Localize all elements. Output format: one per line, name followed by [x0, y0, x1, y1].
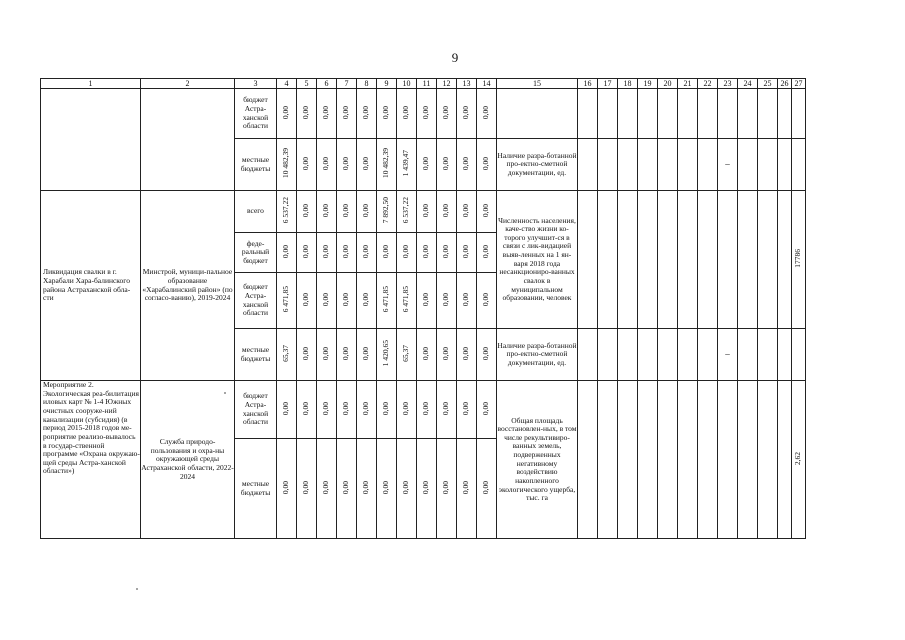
value-cell — [457, 191, 477, 233]
target-cell — [792, 381, 806, 539]
header-cell: 10 — [397, 79, 417, 89]
zero-value: 0,00 — [481, 244, 491, 258]
value-cell — [337, 329, 357, 381]
header-cell: 22 — [698, 79, 718, 89]
value-cell — [437, 439, 457, 539]
source-cell: местные бюджеты — [235, 439, 277, 539]
header-cell: 23 — [718, 79, 738, 89]
empty-cell — [598, 139, 618, 191]
header-cell: 4 — [277, 79, 297, 89]
empty-cell — [618, 89, 638, 139]
empty-cell — [618, 191, 638, 329]
value-cell — [357, 329, 377, 381]
zero-value: 0,00 — [461, 203, 471, 217]
zero-value: 0,00 — [321, 292, 331, 306]
value-cell — [457, 89, 477, 139]
value-cell — [317, 273, 337, 329]
value-cell — [297, 233, 317, 273]
zero-value: 0,00 — [441, 156, 451, 170]
value-cell — [477, 233, 497, 273]
executor-cell: Минстрой, муници-пальное образование «Харабалинский район» (по согласо-ванию), 2019-2024 — [141, 191, 235, 381]
zero-value: 0,00 — [281, 105, 291, 119]
value-cell — [357, 139, 377, 191]
value-cell — [297, 329, 317, 381]
empty-cell — [758, 329, 778, 381]
name-cell — [41, 89, 141, 191]
zero-value: 0,00 — [361, 105, 371, 119]
header-cell: 8 — [357, 79, 377, 89]
header-cell: 27 — [792, 79, 806, 89]
zero-value: 0,00 — [321, 156, 331, 170]
zero-value: 0,00 — [421, 203, 431, 217]
value-cell — [357, 89, 377, 139]
header-cell: 5 — [297, 79, 317, 89]
empty-cell — [738, 329, 758, 381]
empty-cell — [698, 139, 718, 191]
zero-value: 0,00 — [441, 244, 451, 258]
zero-value: 0,00 — [301, 105, 311, 119]
empty-cell — [638, 139, 658, 191]
zero-value: 0,00 — [401, 105, 411, 119]
value-cell — [297, 139, 317, 191]
empty-cell — [638, 191, 658, 329]
value-cell — [297, 439, 317, 539]
value-cell — [337, 139, 357, 191]
header-cell: 25 — [758, 79, 778, 89]
value-cell — [397, 329, 417, 381]
value-cell — [437, 89, 457, 139]
value-cell — [337, 439, 357, 539]
zero-value: 0,00 — [421, 156, 431, 170]
value-cell — [437, 273, 457, 329]
empty-cell — [658, 381, 678, 539]
value-text: 10 482,39 — [381, 148, 391, 179]
zero-value: 0,00 — [301, 401, 311, 415]
value-cell — [397, 439, 417, 539]
empty-cell — [578, 381, 598, 539]
empty-cell — [638, 329, 658, 381]
empty-cell — [738, 191, 758, 329]
table-row — [41, 89, 806, 139]
value-cell — [317, 329, 337, 381]
measure-name: Мероприятие 2. Экологическая реа-билитация иловых карт № 1-4 Южных очистных сооруже-ний канализации (субсидия) (в период 2015-2018 годов ме-роприятие реализо-вывалось в государ-ственной программе «Охрана окружаю-щей среды Астра-ханской области») — [41, 381, 141, 539]
zero-value: 0,00 — [361, 292, 371, 306]
value-cell — [397, 273, 417, 329]
header-cell: 15 — [497, 79, 578, 89]
value-cell — [317, 439, 337, 539]
value-cell — [417, 191, 437, 233]
zero-value: 0,00 — [421, 105, 431, 119]
zero-value: 0,00 — [301, 244, 311, 258]
empty-cell — [778, 89, 792, 139]
empty-cell — [698, 191, 718, 329]
indicator-cell: Наличие разра-ботанной про-ектно-сметной документации, ед. — [497, 139, 578, 191]
value-text: 6 537,22 — [401, 197, 411, 224]
value-cell — [457, 273, 477, 329]
value-text: 6 537,22 — [281, 197, 291, 224]
zero-value: 0,00 — [441, 292, 451, 306]
value-cell — [357, 381, 377, 439]
value-cell — [417, 329, 437, 381]
value-text: 2,62 — [793, 451, 803, 465]
value-cell — [277, 381, 297, 439]
value-text: 65,37 — [281, 344, 291, 362]
empty-cell — [718, 191, 738, 329]
measure-name: Ликвидация свалки в г. Харабали Хара-балинского района Астраханской обла-сти — [41, 191, 141, 381]
zero-value: 0,00 — [401, 401, 411, 415]
value-cell — [277, 139, 297, 191]
zero-value: 0,00 — [481, 292, 491, 306]
source-cell: бюджет Астра-ханской области — [235, 381, 277, 439]
header-cell: 18 — [618, 79, 638, 89]
header-cell: 7 — [337, 79, 357, 89]
value-cell — [337, 89, 357, 139]
value-cell — [417, 381, 437, 439]
empty-cell — [758, 381, 778, 539]
header-cell: 6 — [317, 79, 337, 89]
value-cell — [457, 329, 477, 381]
empty-cell — [698, 89, 718, 139]
source-cell: местные бюджеты — [235, 329, 277, 381]
zero-value: 0,00 — [361, 346, 371, 360]
value-cell — [457, 233, 477, 273]
value-cell — [477, 89, 497, 139]
value-cell — [417, 139, 437, 191]
value-cell — [377, 233, 397, 273]
zero-value: 0,00 — [481, 105, 491, 119]
value-cell — [297, 273, 317, 329]
zero-value: 0,00 — [341, 480, 351, 494]
source-cell: местные бюджеты — [235, 139, 277, 191]
zero-value: 0,00 — [321, 244, 331, 258]
header-cell: 21 — [678, 79, 698, 89]
header-cell: 3 — [235, 79, 277, 89]
zero-value: 0,00 — [281, 401, 291, 415]
source-cell: всего — [235, 191, 277, 233]
source-cell: бюджет Астра-ханской области — [235, 273, 277, 329]
zero-value: 0,00 — [301, 292, 311, 306]
value-text: 6 471,85 — [381, 286, 391, 313]
value-cell — [417, 439, 437, 539]
empty-cell — [578, 191, 598, 329]
zero-value: 0,00 — [361, 156, 371, 170]
zero-value: 0,00 — [401, 480, 411, 494]
empty-cell — [698, 381, 718, 539]
table-row — [41, 381, 806, 439]
zero-value: 0,00 — [341, 156, 351, 170]
value-cell — [277, 439, 297, 539]
header-cell: 13 — [457, 79, 477, 89]
zero-value: 0,00 — [341, 292, 351, 306]
value-cell — [317, 139, 337, 191]
zero-value: 0,00 — [361, 480, 371, 494]
value-text: 6 471,85 — [401, 286, 411, 313]
zero-value: 0,00 — [481, 480, 491, 494]
target-cell — [792, 191, 806, 329]
zero-value: 0,00 — [281, 480, 291, 494]
zero-value: 0,00 — [301, 346, 311, 360]
empty-cell — [578, 329, 598, 381]
executor-cell — [141, 89, 235, 191]
zero-value: 0,00 — [441, 203, 451, 217]
zero-value: 0,00 — [461, 401, 471, 415]
header-cell: 9 — [377, 79, 397, 89]
indicator-cell: Численность населения, каче-ство жизни ко-торого улучшит-ся в связи с лик-видацией выяв-ленных на 1 ян-варя 2018 года несанкциониро-ванных свалок в муниципальном образовании, человек — [497, 191, 578, 329]
zero-value: 0,00 — [381, 401, 391, 415]
value-cell — [477, 381, 497, 439]
empty-cell — [792, 89, 806, 139]
value-cell — [337, 381, 357, 439]
executor-cell: Служба природо-пользования и охра-ны окружающей среды Астраханской области, 2022-2024 — [141, 381, 235, 539]
value-cell — [337, 191, 357, 233]
value-cell — [477, 273, 497, 329]
empty-cell — [658, 89, 678, 139]
empty-cell — [738, 381, 758, 539]
empty-cell — [792, 139, 806, 191]
empty-cell — [618, 381, 638, 539]
value-cell — [337, 233, 357, 273]
empty-cell — [678, 381, 698, 539]
value-cell — [477, 439, 497, 539]
value-text: 17786 — [793, 249, 803, 268]
empty-cell — [678, 329, 698, 381]
header-cell: 11 — [417, 79, 437, 89]
zero-value: 0,00 — [301, 480, 311, 494]
value-cell — [357, 191, 377, 233]
indicator-cell: Общая площадь восстановлен-ных, в том числе рекультивиро-ванных земель, подверженных негативному воздействию накопленного экологического ущерба, тыс. га — [497, 381, 578, 539]
zero-value: 0,00 — [321, 401, 331, 415]
zero-value: 0,00 — [421, 244, 431, 258]
value-cell — [457, 439, 477, 539]
value-cell — [397, 233, 417, 273]
value-cell — [357, 439, 377, 539]
header-cell: 16 — [578, 79, 598, 89]
value-text: 7 892,50 — [381, 197, 391, 224]
value-cell — [377, 329, 397, 381]
zero-value: 0,00 — [481, 346, 491, 360]
value-cell — [477, 191, 497, 233]
value-cell — [437, 191, 457, 233]
empty-cell — [638, 89, 658, 139]
scan-speck — [136, 588, 138, 590]
value-cell — [437, 329, 457, 381]
empty-cell — [738, 139, 758, 191]
zero-value: 0,00 — [381, 105, 391, 119]
value-cell — [417, 89, 437, 139]
value-cell — [297, 89, 317, 139]
empty-cell — [678, 89, 698, 139]
zero-value: 0,00 — [341, 401, 351, 415]
zero-value: 0,00 — [481, 401, 491, 415]
empty-cell — [578, 139, 598, 191]
source-cell: феде-ральный бюджет — [235, 233, 277, 273]
empty-cell — [658, 329, 678, 381]
zero-value: 0,00 — [441, 480, 451, 494]
indicator-cell: Наличие разра-ботанной про-ектно-сметной документации, ед. — [497, 329, 578, 381]
value-cell — [457, 139, 477, 191]
value-cell — [277, 191, 297, 233]
value-cell — [377, 439, 397, 539]
empty-cell — [658, 139, 678, 191]
value-cell — [417, 233, 437, 273]
empty-cell — [778, 191, 792, 329]
value-cell — [277, 233, 297, 273]
value-cell — [437, 233, 457, 273]
value-text: 1 439,47 — [401, 150, 411, 177]
zero-value: 0,00 — [421, 346, 431, 360]
value-cell — [277, 329, 297, 381]
value-cell — [437, 381, 457, 439]
zero-value: 0,00 — [321, 480, 331, 494]
zero-value: 0,00 — [341, 105, 351, 119]
value-cell — [397, 89, 417, 139]
header-cell: 26 — [778, 79, 792, 89]
indicator-cell — [497, 89, 578, 139]
header-cell: 19 — [638, 79, 658, 89]
target-cell — [718, 139, 738, 191]
empty-cell — [718, 381, 738, 539]
value-cell — [317, 191, 337, 233]
zero-value: 0,00 — [461, 346, 471, 360]
dash-mark: – — [725, 159, 730, 170]
zero-value: 0,00 — [421, 292, 431, 306]
value-text: 10 482,39 — [281, 148, 291, 179]
zero-value: 0,00 — [301, 203, 311, 217]
zero-value: 0,00 — [421, 401, 431, 415]
empty-cell — [792, 329, 806, 381]
zero-value: 0,00 — [301, 156, 311, 170]
empty-cell — [598, 191, 618, 329]
empty-cell — [778, 381, 792, 539]
empty-cell — [698, 329, 718, 381]
value-cell — [277, 89, 297, 139]
zero-value: 0,00 — [441, 105, 451, 119]
value-cell — [317, 89, 337, 139]
empty-cell — [738, 89, 758, 139]
header-cell: 1 — [41, 79, 141, 89]
zero-value: 0,00 — [461, 105, 471, 119]
header-cell: 2 — [141, 79, 235, 89]
empty-cell — [598, 381, 618, 539]
zero-value: 0,00 — [321, 105, 331, 119]
zero-value: 0,00 — [401, 244, 411, 258]
dash-mark: – — [725, 349, 730, 360]
value-cell — [377, 381, 397, 439]
zero-value: 0,00 — [461, 156, 471, 170]
zero-value: 0,00 — [381, 480, 391, 494]
empty-cell — [718, 89, 738, 139]
zero-value: 0,00 — [421, 480, 431, 494]
value-text: 65,37 — [401, 344, 411, 362]
value-cell — [317, 233, 337, 273]
zero-value: 0,00 — [341, 346, 351, 360]
value-cell — [377, 89, 397, 139]
value-cell — [357, 273, 377, 329]
header-cell: 20 — [658, 79, 678, 89]
value-cell — [277, 273, 297, 329]
zero-value: 0,00 — [341, 244, 351, 258]
header-cell: 14 — [477, 79, 497, 89]
value-cell — [477, 139, 497, 191]
empty-cell — [598, 89, 618, 139]
value-cell — [317, 381, 337, 439]
zero-value: 0,00 — [361, 244, 371, 258]
program-table — [40, 78, 806, 539]
zero-value: 0,00 — [481, 203, 491, 217]
target-cell — [718, 329, 738, 381]
value-cell — [397, 381, 417, 439]
zero-value: 0,00 — [441, 346, 451, 360]
zero-value: 0,00 — [441, 401, 451, 415]
empty-cell — [638, 381, 658, 539]
empty-cell — [618, 329, 638, 381]
value-cell — [297, 381, 317, 439]
value-cell — [477, 329, 497, 381]
value-cell — [397, 139, 417, 191]
value-cell — [377, 139, 397, 191]
value-text: 1 420,65 — [381, 340, 391, 367]
header-row — [41, 79, 806, 89]
empty-cell — [578, 89, 598, 139]
empty-cell — [758, 89, 778, 139]
empty-cell — [778, 329, 792, 381]
value-text: 6 471,85 — [281, 286, 291, 313]
empty-cell — [778, 139, 792, 191]
empty-cell — [598, 329, 618, 381]
header-cell: 12 — [437, 79, 457, 89]
zero-value: 0,00 — [461, 480, 471, 494]
empty-cell — [658, 191, 678, 329]
header-cell: 17 — [598, 79, 618, 89]
table-row — [41, 191, 806, 233]
value-cell — [417, 273, 437, 329]
zero-value: 0,00 — [321, 346, 331, 360]
value-cell — [297, 191, 317, 233]
zero-value: 0,00 — [281, 244, 291, 258]
zero-value: 0,00 — [361, 203, 371, 217]
empty-cell — [618, 139, 638, 191]
empty-cell — [678, 139, 698, 191]
header-cell: 24 — [738, 79, 758, 89]
value-cell — [357, 233, 377, 273]
value-cell — [437, 139, 457, 191]
zero-value: 0,00 — [461, 292, 471, 306]
zero-value: 0,00 — [461, 244, 471, 258]
value-cell — [337, 273, 357, 329]
page-number: 9 — [451, 50, 459, 65]
empty-cell — [678, 191, 698, 329]
zero-value: 0,00 — [341, 203, 351, 217]
source-cell: бюджет Астра-ханской области — [235, 89, 277, 139]
zero-value: 0,00 — [361, 401, 371, 415]
zero-value: 0,00 — [481, 156, 491, 170]
empty-cell — [758, 191, 778, 329]
zero-value: 0,00 — [321, 203, 331, 217]
zero-value: 0,00 — [381, 244, 391, 258]
scan-speck — [224, 392, 226, 394]
empty-cell — [758, 139, 778, 191]
value-cell — [377, 191, 397, 233]
value-cell — [377, 273, 397, 329]
value-cell — [457, 381, 477, 439]
value-cell — [397, 191, 417, 233]
